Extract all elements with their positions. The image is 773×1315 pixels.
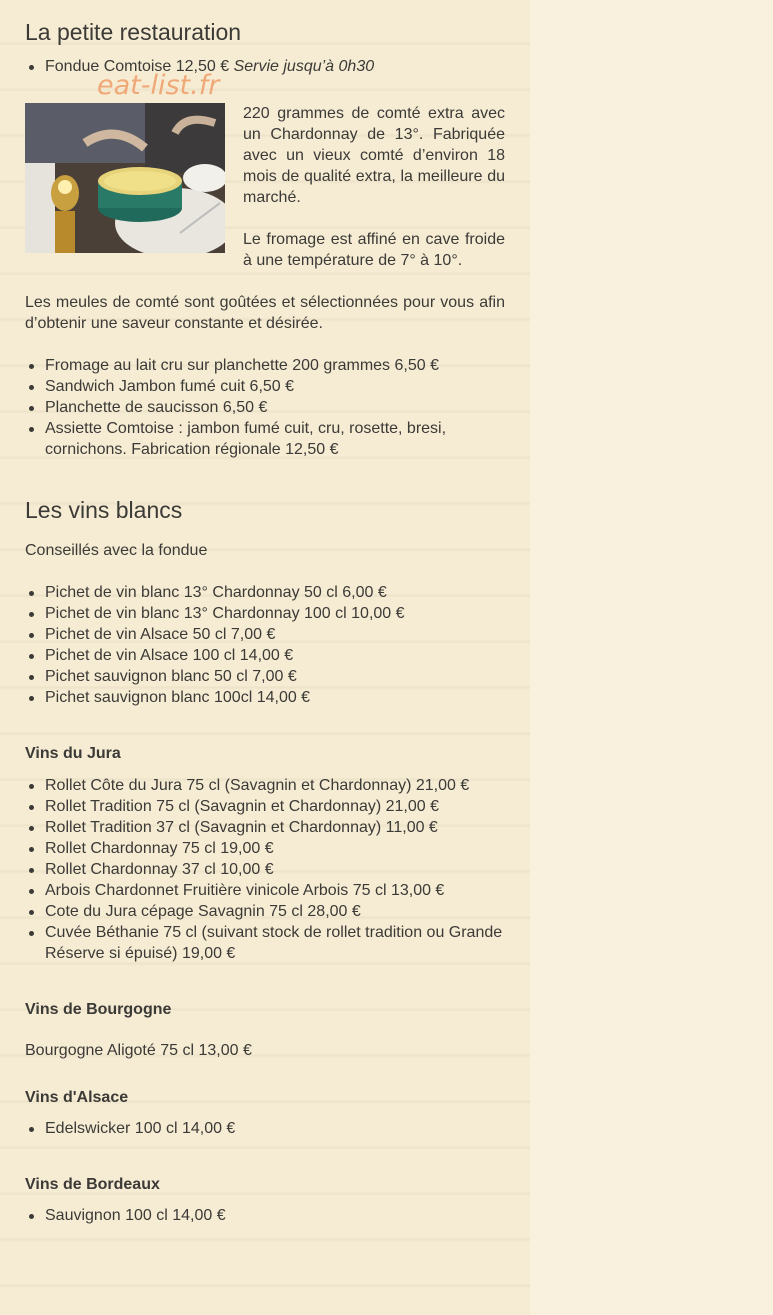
right-margin <box>530 0 773 1315</box>
list-item: Pichet de vin blanc 13° Chardonnay 50 cl 6,00 € <box>25 582 505 603</box>
list-item: Edelswicker 100 cl 14,00 € <box>25 1118 505 1139</box>
menu-content <box>25 18 505 1226</box>
list-item: Rollet Chardonnay 75 cl 19,00 € <box>25 838 505 859</box>
list-item: Rollet Côte du Jura 75 cl (Savagnin et Chardonnay) 21,00 € <box>25 775 505 796</box>
list-item: Pichet de vin Alsace 50 cl 7,00 € <box>25 624 505 645</box>
section-title-vins-alsace: Vins d'Alsace <box>25 1089 129 1106</box>
list-item: Sauvignon 100 cl 14,00 € <box>25 1205 505 1226</box>
list-item: Assiette Comtoise : jambon fumé cuit, cru, rosette, bresi, cornichons. Fabrication régionale 12,50 € <box>25 418 505 460</box>
section-title-vins-blancs: Les vins blancs <box>25 497 183 523</box>
fondue-desc-1: 220 grammes de comté extra avec un Chardonnay de 13°. Fabriquée avec un vieux comté d’environ 18 mois de qualité extra, la meilleure du marché. <box>243 105 505 206</box>
list-item: Fromage au lait cru sur planchette 200 grammes 6,50 € <box>25 355 505 376</box>
vins-blancs-list <box>25 582 505 708</box>
list-item: Planchette de saucisson 6,50 € <box>25 397 505 418</box>
list-item: Pichet sauvignon blanc 50 cl 7,00 € <box>25 666 505 687</box>
section-title-vins-bourgogne: Vins de Bourgogne <box>25 1001 172 1018</box>
vins-alsace-list <box>25 1118 505 1139</box>
petite-items-list <box>25 355 505 460</box>
vins-bordeaux-list <box>25 1205 505 1226</box>
fondue-desc-3: Les meules de comté sont goûtées et sélectionnées pour vous afin d’obtenir une saveur constante et désirée. <box>25 294 505 332</box>
vins-jura-list <box>25 775 505 964</box>
list-item: Cuvée Béthanie 75 cl (suivant stock de rollet tradition ou Grande Réserve si épuisé) 19,00 € <box>25 922 505 964</box>
list-item: Sandwich Jambon fumé cuit 6,50 € <box>25 376 505 397</box>
fondue-description <box>25 103 505 271</box>
fondue-desc-2: Le fromage est affiné en cave froide à une température de 7° à 10°. <box>243 231 505 269</box>
list-item: Fondue Comtoise 12,50 € Servie jusqu’à 0h30 <box>25 56 505 77</box>
list-item: Arbois Chardonnet Fruitière vinicole Arbois 75 cl 13,00 € <box>25 880 505 901</box>
vins-blancs-subtitle: Conseillés avec la fondue <box>25 542 208 559</box>
section-title-vins-jura: Vins du Jura <box>25 745 121 762</box>
section-title-petite-restauration: La petite restauration <box>25 19 242 45</box>
list-item: Rollet Chardonnay 37 cl 10,00 € <box>25 859 505 880</box>
fondue-list <box>25 56 505 77</box>
bourgogne-text: Bourgogne Aligoté 75 cl 13,00 € <box>25 1042 252 1059</box>
list-item: Rollet Tradition 75 cl (Savagnin et Chardonnay) 21,00 € <box>25 796 505 817</box>
list-item: Rollet Tradition 37 cl (Savagnin et Chardonnay) 11,00 € <box>25 817 505 838</box>
list-item: Pichet sauvignon blanc 100cl 14,00 € <box>25 687 505 708</box>
watermark-logo: eat-list.fr <box>97 70 220 101</box>
list-item: Pichet de vin blanc 13° Chardonnay 100 cl 10,00 € <box>25 603 505 624</box>
fondue-photo <box>25 103 225 253</box>
list-item: Cote du Jura cépage Savagnin 75 cl 28,00 € <box>25 901 505 922</box>
list-item: Pichet de vin Alsace 100 cl 14,00 € <box>25 645 505 666</box>
section-title-vins-bordeaux: Vins de Bordeaux <box>25 1176 160 1193</box>
